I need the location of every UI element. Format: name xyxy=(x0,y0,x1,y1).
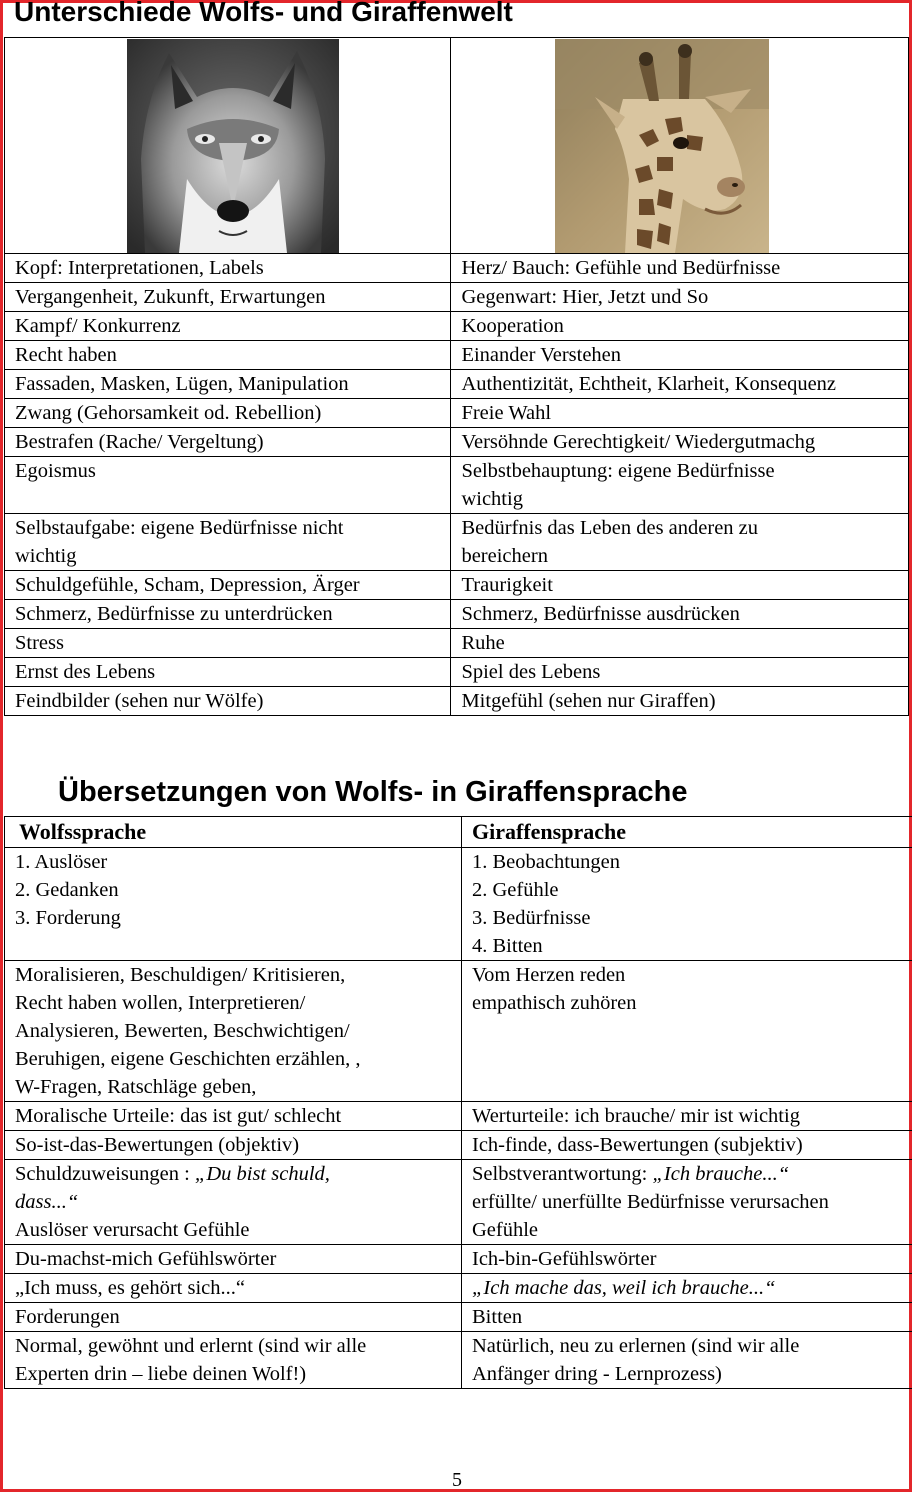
wolf-world-cell xyxy=(5,283,451,312)
evaluations-row xyxy=(5,1131,912,1160)
giraffe-world-cell xyxy=(451,428,909,457)
image-row xyxy=(5,38,909,254)
cell-line: Schuldgefühle, Scham, Depression, Ärger xyxy=(15,574,360,596)
differences-row xyxy=(5,687,909,716)
differences-row xyxy=(5,399,909,428)
cell-line: Authentizität, Echtheit, Klarheit, Konsequenz xyxy=(461,373,837,395)
translations-header-row xyxy=(5,817,912,848)
giraffe-blame: Selbstverantwortung: „Ich brauche...“ erfüllte/ unerfüllte Bedürfnisse verursachen Gefühle xyxy=(462,1160,912,1245)
differences-row xyxy=(5,629,909,658)
wolf-world-cell xyxy=(5,254,451,283)
wolf-world-cell xyxy=(5,514,451,571)
cell-line: Recht haben xyxy=(15,344,117,366)
giraffe-world-cell xyxy=(451,399,909,428)
giraffe-judgments: Werturteile: ich brauche/ mir ist wichtig xyxy=(462,1102,912,1131)
giraffe-world-cell xyxy=(451,600,909,629)
header-giraffe-language: Giraffensprache xyxy=(462,817,912,848)
giraffe-world-cell xyxy=(451,283,909,312)
wolf-world-cell xyxy=(5,571,451,600)
wolf-feeling-words: Du-machst-mich Gefühlswörter xyxy=(5,1245,462,1274)
cell-line: wichtig xyxy=(461,488,523,510)
cell-line: Gegenwart: Hier, Jetzt und So xyxy=(461,286,709,308)
wolf-world-cell xyxy=(5,457,451,514)
giraffe-world-cell xyxy=(451,312,909,341)
giraffe-evaluations: Ich-finde, dass-Bewertungen (subjektiv) xyxy=(462,1131,912,1160)
cell-line: Zwang (Gehorsamkeit od. Rebellion) xyxy=(15,402,322,424)
cell-line: Versöhnde Gerechtigkeit/ Wiedergutmachg xyxy=(461,431,816,453)
giraffe-world-cell xyxy=(451,629,909,658)
giraffe-world-cell xyxy=(451,658,909,687)
section-title-differences: Unterschiede Wolfs- und Giraffenwelt xyxy=(14,0,513,27)
giraffe-world-cell xyxy=(451,341,909,370)
giraffe-world-cell xyxy=(451,457,909,514)
cell-line: Ernst des Lebens xyxy=(15,661,156,683)
cell-line: Mitgefühl (sehen nur Giraffen) xyxy=(461,690,716,712)
blame-row xyxy=(5,1160,912,1245)
cell-line: Kampf/ Konkurrenz xyxy=(15,315,181,337)
wolf-world-cell xyxy=(5,600,451,629)
wolf-blame: Schuldzuweisungen : „Du bist schuld, dass...“ Auslöser verursacht Gefühle xyxy=(5,1160,462,1245)
differences-row xyxy=(5,600,909,629)
giraffe-world-cell xyxy=(451,514,909,571)
differences-row xyxy=(5,428,909,457)
giraffe-must: „Ich mache das, weil ich brauche...“ xyxy=(462,1274,912,1303)
behaviors-row xyxy=(5,961,912,1102)
wolf-world-cell xyxy=(5,370,451,399)
giraffe-photo xyxy=(555,39,769,253)
cell-line: Vergangenheit, Zukunft, Erwartungen xyxy=(15,286,326,308)
wolf-image-cell xyxy=(5,38,451,254)
wolf-evaluations: So-ist-das-Bewertungen (objektiv) xyxy=(5,1131,462,1160)
cell-line: Freie Wahl xyxy=(461,402,552,424)
giraffe-world-cell xyxy=(451,571,909,600)
cell-line: Schmerz, Bedürfnisse zu unterdrücken xyxy=(15,603,333,625)
page-number: 5 xyxy=(452,1469,462,1491)
giraffe-feeling-words: Ich-bin-Gefühlswörter xyxy=(462,1245,912,1274)
giraffe-behaviors: Vom Herzen reden empathisch zuhören xyxy=(462,961,912,1102)
differences-row xyxy=(5,312,909,341)
differences-row xyxy=(5,283,909,312)
differences-row xyxy=(5,370,909,399)
learning-row xyxy=(5,1332,912,1389)
wolf-judgments: Moralische Urteile: das ist gut/ schlecht xyxy=(5,1102,462,1131)
cell-line: Bestrafen (Rache/ Vergeltung) xyxy=(15,431,264,453)
steps-row xyxy=(5,848,912,961)
wolf-photo xyxy=(127,39,339,253)
giraffe-demands: Bitten xyxy=(462,1303,912,1332)
wolf-world-cell xyxy=(5,658,451,687)
giraffe-world-cell xyxy=(451,370,909,399)
cell-line: Herz/ Bauch: Gefühle und Bedürfnisse xyxy=(461,257,781,279)
cell-line: Selbstbehauptung: eigene Bedürfnisse xyxy=(461,460,775,482)
wolf-behaviors: Moralisieren, Beschuldigen/ Kritisieren, Recht haben wollen, Interpretieren/ Analysieren, Bewerten, Beschwichtigen/ Beruhigen, eigene Geschichten erzählen, , W-Fragen, Ratschläge geben, xyxy=(5,961,462,1102)
cell-line: Spiel des Lebens xyxy=(461,661,601,683)
cell-line: Fassaden, Masken, Lügen, Manipulation xyxy=(15,373,349,395)
demands-row xyxy=(5,1303,912,1332)
cell-line: Selbstaufgabe: eigene Bedürfnisse nicht xyxy=(15,517,344,539)
wolf-must: „Ich muss, es gehört sich...“ xyxy=(5,1274,462,1303)
giraffe-world-cell xyxy=(451,254,909,283)
cell-line: Kopf: Interpretationen, Labels xyxy=(15,257,264,279)
cell-line: Ruhe xyxy=(461,632,505,654)
wolf-world-cell xyxy=(5,428,451,457)
cell-line: Schmerz, Bedürfnisse ausdrücken xyxy=(461,603,740,625)
cell-line: wichtig xyxy=(15,545,77,567)
translations-table xyxy=(4,816,912,1389)
differences-row xyxy=(5,341,909,370)
wolf-world-cell xyxy=(5,687,451,716)
wolf-world-cell xyxy=(5,312,451,341)
feeling-words-row xyxy=(5,1245,912,1274)
differences-rows xyxy=(5,254,909,716)
cell-line: Bedürfnis das Leben des anderen zu xyxy=(461,517,759,539)
header-wolf-language: Wolfssprache xyxy=(5,817,462,848)
differences-row xyxy=(5,254,909,283)
giraffe-world-cell xyxy=(451,687,909,716)
cell-line: Einander Verstehen xyxy=(461,344,622,366)
judgments-row xyxy=(5,1102,912,1131)
cell-line: Egoismus xyxy=(15,460,96,482)
wolf-learning: Normal, gewöhnt und erlernt (sind wir alle Experten drin – liebe deinen Wolf!) xyxy=(5,1332,462,1389)
cell-line: Stress xyxy=(15,632,64,654)
wolf-steps: 1. Auslöser 2. Gedanken 3. Forderung xyxy=(5,848,462,961)
wolf-world-cell xyxy=(5,629,451,658)
wolf-demands: Forderungen xyxy=(5,1303,462,1332)
cell-line: Kooperation xyxy=(461,315,564,337)
differences-row xyxy=(5,571,909,600)
giraffe-steps: 1. Beobachtungen 2. Gefühle 3. Bedürfnisse 4. Bitten xyxy=(462,848,912,961)
cell-line: Feindbilder (sehen nur Wölfe) xyxy=(15,690,264,712)
differences-row xyxy=(5,514,909,571)
wolf-world-cell xyxy=(5,399,451,428)
differences-row xyxy=(5,658,909,687)
section-title-translations: Übersetzungen von Wolfs- in Giraffensprache xyxy=(58,776,688,808)
cell-line: Traurigkeit xyxy=(461,574,553,596)
must-row xyxy=(5,1274,912,1303)
giraffe-learning: Natürlich, neu zu erlernen (sind wir alle Anfänger dring - Lernprozess) xyxy=(462,1332,912,1389)
differences-table xyxy=(4,37,909,716)
giraffe-image-cell xyxy=(451,38,909,254)
wolf-world-cell xyxy=(5,341,451,370)
differences-row xyxy=(5,457,909,514)
cell-line: bereichern xyxy=(461,545,548,567)
